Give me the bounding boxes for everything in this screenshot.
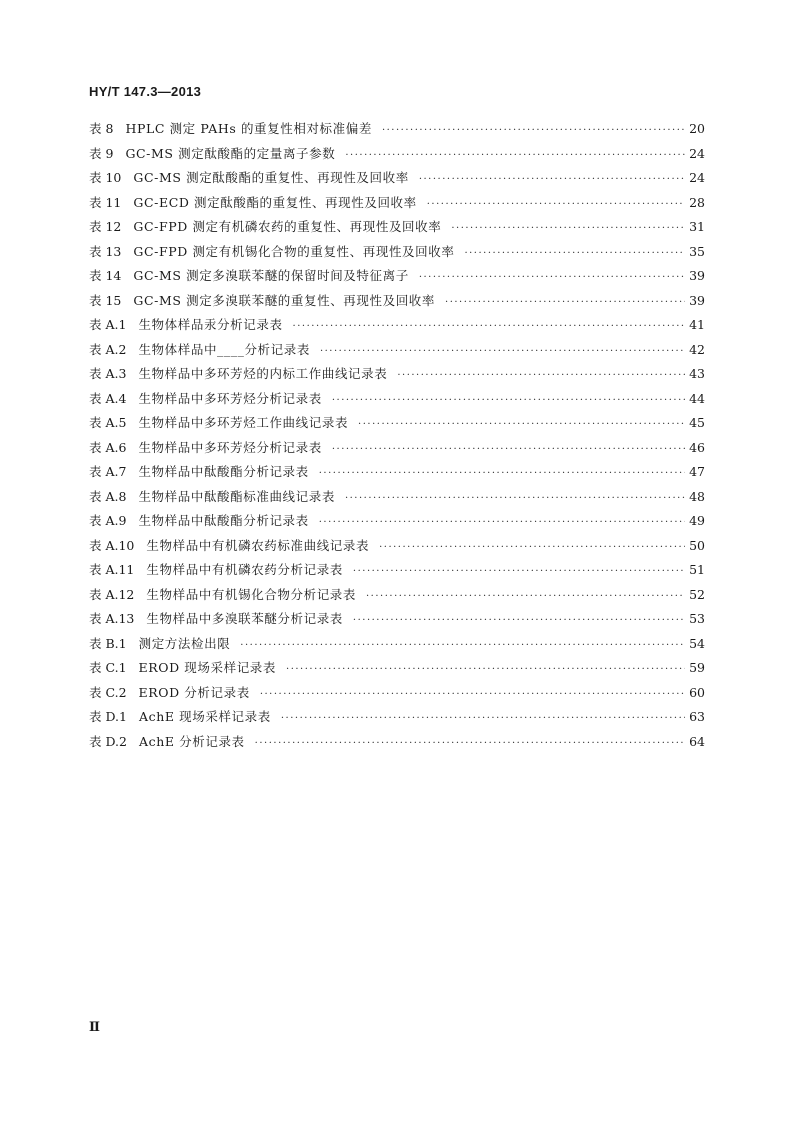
toc-entry-label: 表 A.3: [89, 366, 127, 381]
toc-entry-page: 24: [689, 170, 705, 185]
toc-entry-page: 45: [689, 415, 705, 430]
toc-entry[interactable]: [89, 144, 705, 169]
toc-entry-title: AchE 分析记录表: [138, 733, 245, 749]
toc-entry[interactable]: [89, 707, 705, 732]
dot-leader: [345, 150, 685, 161]
dot-leader: [353, 615, 685, 626]
toc-entry-title: 生物样品中酞酸酯分析记录表: [138, 464, 309, 479]
toc-entry-title: GC-MS 测定酞酸酯的定量离子参数: [125, 145, 336, 161]
dot-leader: [332, 395, 685, 406]
toc-entry[interactable]: [89, 193, 705, 218]
toc-entry-label: 表 A.7: [89, 464, 127, 479]
toc-entry-title: 生物样品中有机锡化合物分析记录表: [146, 586, 356, 602]
toc-entry-title: GC-ECD 测定酞酸酯的重复性、再现性及回收率: [133, 194, 417, 210]
toc-entry-label: 表 C.1: [89, 660, 127, 675]
dot-leader: [382, 125, 685, 136]
toc-entry-label: 表 A.8: [89, 488, 127, 504]
toc-entry-label: 表 A.2: [89, 341, 127, 357]
dot-leader: [320, 346, 685, 357]
toc-entry-label: 表 15: [89, 292, 122, 308]
toc-entry[interactable]: [89, 487, 705, 512]
toc-entry[interactable]: [89, 217, 705, 242]
toc-entry-page: 54: [689, 635, 705, 651]
toc-entry-page: 28: [689, 194, 705, 210]
toc-entry-label: 表 C.2: [89, 684, 127, 700]
toc-entry[interactable]: [89, 634, 705, 659]
toc-entry-label: 表 A.9: [89, 513, 127, 528]
toc-entry-page: 42: [689, 341, 705, 357]
dot-leader: [353, 566, 685, 577]
toc-entry-label: 表 14: [89, 268, 122, 283]
toc-entry-page: 43: [689, 366, 705, 381]
dot-leader: [286, 664, 685, 675]
toc-entry-label: 表 9: [89, 145, 114, 161]
dot-leader: [419, 174, 685, 185]
toc-entry-page: 20: [689, 121, 705, 136]
toc-entry-title: 测定方法检出限: [138, 635, 231, 651]
toc-entry-title: 生物样品中多环芳烃的内标工作曲线记录表: [138, 366, 388, 381]
toc-entry-title: 生物样品中多溴联苯醚分析记录表: [146, 611, 343, 626]
toc-entry-title: GC-MS 测定多溴联苯醚的保留时间及特征离子: [133, 268, 409, 283]
toc-entry-title: AchE 现场采样记录表: [138, 709, 271, 724]
dot-leader: [319, 468, 685, 479]
toc-entry[interactable]: [89, 560, 705, 585]
toc-entry-title: 生物样品中酞酸酯分析记录表: [138, 513, 309, 528]
toc-entry[interactable]: [89, 609, 705, 634]
dot-leader: [255, 738, 685, 749]
toc-entry-page: 44: [689, 390, 705, 406]
dot-leader: [260, 689, 685, 700]
dot-leader: [397, 370, 685, 381]
standard-id-header: HY/T 147.3—2013: [89, 84, 202, 99]
toc-entry[interactable]: [89, 266, 705, 291]
toc-entry-title: GC-MS 测定酞酸酯的重复性、再现性及回收率: [133, 170, 409, 185]
dot-leader: [293, 321, 686, 332]
toc-entry-page: 39: [689, 268, 705, 283]
toc-entry-title: 生物体样品中____分析记录表: [138, 341, 310, 357]
toc-entry[interactable]: [89, 168, 705, 193]
toc-entry[interactable]: [89, 536, 705, 561]
dot-leader: [240, 640, 685, 651]
toc-entry-label: 表 A.13: [89, 611, 135, 626]
toc-entry-label: 表 A.12: [89, 586, 135, 602]
toc-entry-label: 表 A.1: [89, 317, 127, 332]
toc-entry[interactable]: [89, 658, 705, 683]
toc-entry[interactable]: [89, 364, 705, 389]
toc-entry-title: 生物样品中多环芳烃工作曲线记录表: [138, 415, 349, 430]
toc-entry[interactable]: [89, 291, 705, 316]
dot-leader: [319, 517, 685, 528]
toc-entry-page: 24: [689, 145, 705, 161]
toc-entry-title: EROD 现场采样记录表: [138, 660, 277, 675]
toc-entry-page: 50: [689, 537, 705, 553]
toc-entry-page: 31: [689, 219, 705, 234]
toc-entry-title: GC-MS 测定多溴联苯醚的重复性、再现性及回收率: [133, 292, 436, 308]
dot-leader: [366, 591, 685, 602]
toc-entry-label: 表 A.11: [89, 562, 135, 577]
dot-leader: [379, 542, 685, 553]
toc-entry[interactable]: [89, 413, 705, 438]
toc-entry-page: 53: [689, 611, 705, 626]
toc-entry[interactable]: [89, 511, 705, 536]
toc-entry-page: 39: [689, 292, 705, 308]
toc-entry[interactable]: [89, 242, 705, 267]
dot-leader: [464, 248, 685, 259]
toc-entry-label: 表 13: [89, 243, 122, 259]
toc-entry-label: 表 8: [89, 121, 114, 136]
toc-entry-label: 表 A.6: [89, 439, 127, 455]
toc-entry-label: 表 D.1: [89, 709, 127, 724]
toc-entry[interactable]: [89, 389, 705, 414]
toc-entry-page: 48: [689, 488, 705, 504]
toc-entry[interactable]: [89, 732, 705, 757]
toc-entry-page: 64: [689, 733, 705, 749]
toc-entry-label: 表 A.10: [89, 537, 135, 553]
toc-entry-page: 52: [689, 586, 705, 602]
toc-entry-title: 生物样品中多环芳烃分析记录表: [138, 390, 322, 406]
toc-entry-page: 41: [689, 317, 705, 332]
dot-leader: [332, 444, 685, 455]
toc-entry[interactable]: [89, 683, 705, 708]
toc-entry-title: GC-FPD 测定有机磷农药的重复性、再现性及回收率: [133, 219, 442, 234]
dot-leader: [445, 297, 685, 308]
toc-entry-page: 47: [689, 464, 705, 479]
toc-entry[interactable]: [89, 315, 705, 340]
toc-entry-page: 60: [689, 684, 705, 700]
dot-leader: [427, 199, 685, 210]
dot-leader: [358, 419, 685, 430]
toc-entry-title: 生物样品中有机磷农药标准曲线记录表: [146, 537, 370, 553]
toc-entry-label: 表 11: [89, 194, 122, 210]
toc-entry-title: EROD 分析记录表: [138, 684, 250, 700]
toc-entry[interactable]: [89, 119, 705, 144]
table-of-contents: [89, 119, 705, 756]
dot-leader: [451, 223, 685, 234]
toc-entry-page: 49: [689, 513, 705, 528]
toc-entry-title: 生物样品中酞酸酯标准曲线记录表: [138, 488, 335, 504]
toc-entry[interactable]: [89, 462, 705, 487]
toc-entry-label: 表 12: [89, 219, 122, 234]
dot-leader: [345, 493, 685, 504]
toc-entry-page: 63: [689, 709, 705, 724]
toc-entry-label: 表 A.5: [89, 415, 127, 430]
page-number: Ⅱ: [89, 1020, 100, 1035]
toc-entry-page: 51: [689, 562, 705, 577]
toc-entry[interactable]: [89, 585, 705, 610]
toc-entry-title: HPLC 测定 PAHs 的重复性相对标准偏差: [125, 121, 372, 136]
toc-entry-title: GC-FPD 测定有机锡化合物的重复性、再现性及回收率: [133, 243, 455, 259]
toc-entry-label: 表 B.1: [89, 635, 127, 651]
toc-entry[interactable]: [89, 438, 705, 463]
toc-entry-page: 59: [689, 660, 705, 675]
toc-entry-page: 35: [689, 243, 705, 259]
toc-entry-title: 生物体样品汞分析记录表: [138, 317, 283, 332]
dot-leader: [281, 713, 685, 724]
toc-entry[interactable]: [89, 340, 705, 365]
toc-entry-title: 生物样品中有机磷农药分析记录表: [146, 562, 343, 577]
toc-entry-label: 表 D.2: [89, 733, 127, 749]
toc-entry-title: 生物样品中多环芳烃分析记录表: [138, 439, 322, 455]
toc-entry-label: 表 A.4: [89, 390, 127, 406]
toc-entry-page: 46: [689, 439, 705, 455]
toc-entry-label: 表 10: [89, 170, 122, 185]
dot-leader: [419, 272, 685, 283]
